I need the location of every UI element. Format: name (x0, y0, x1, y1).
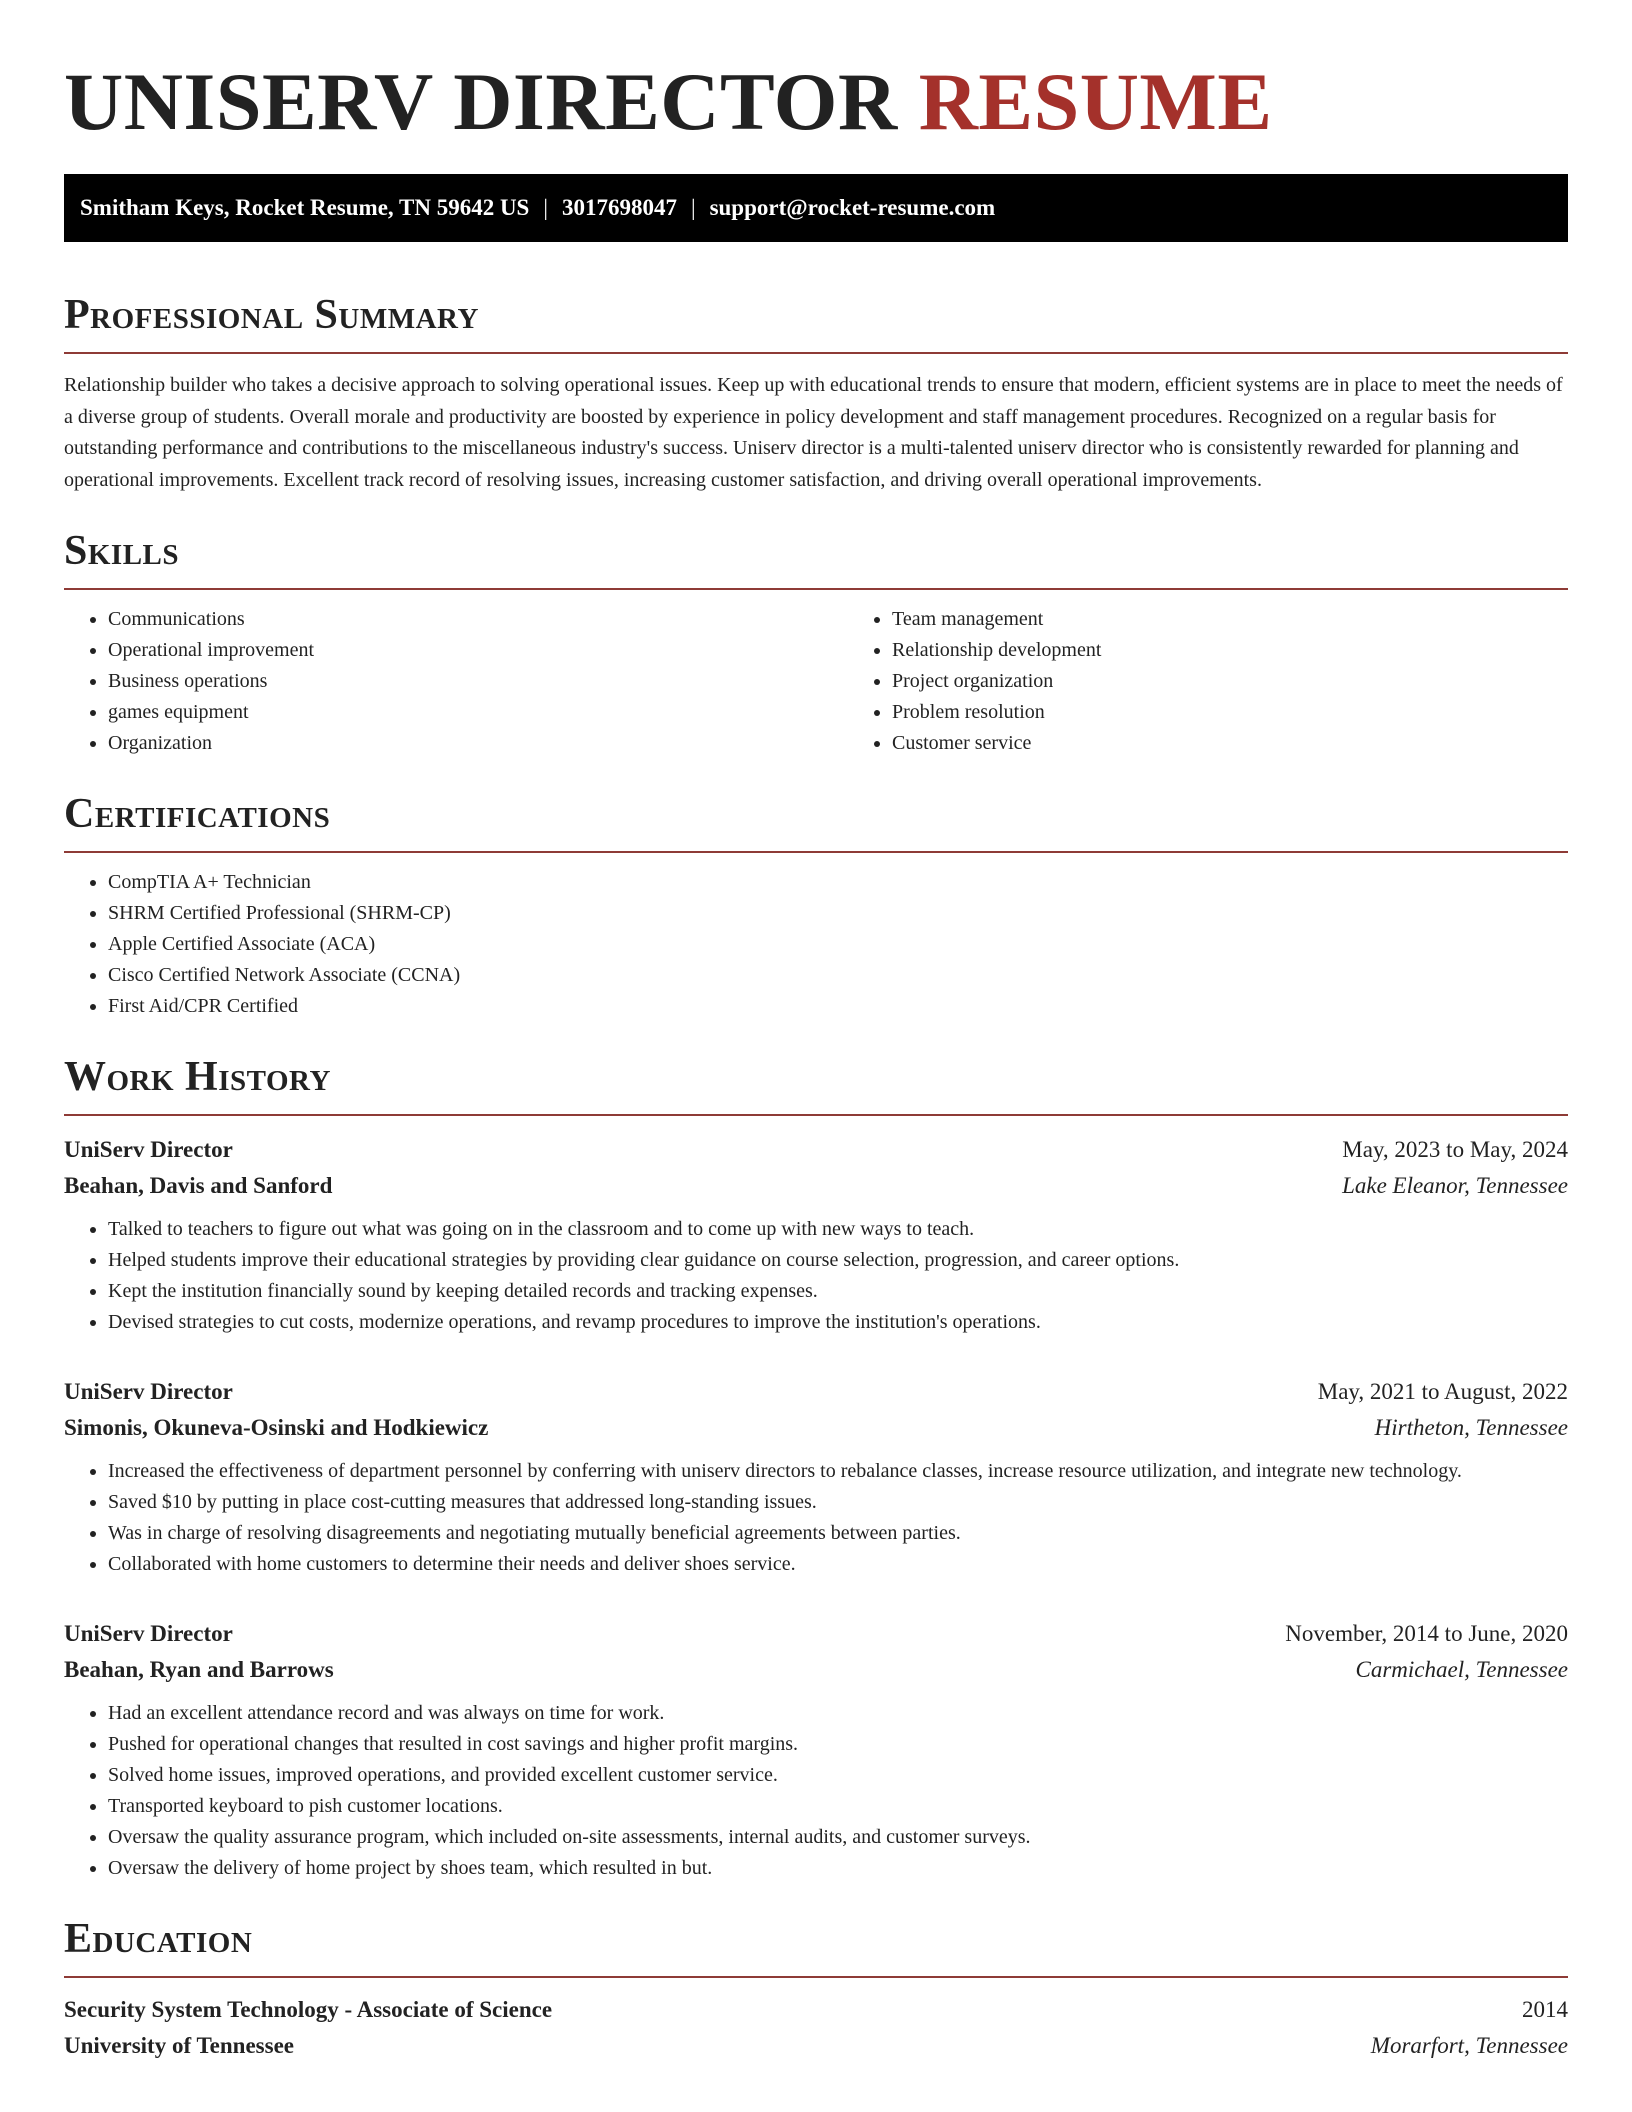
education-entry (64, 1992, 1568, 2064)
skill-item: • Relationship development (892, 635, 1632, 666)
job-bullet: • Helped students improve their educational strategies by providing clear guidance on course selection, progression, and career options. (108, 1245, 1568, 1276)
job-bullet: • Had an excellent attendance record and was always on time for work. (108, 1698, 1568, 1729)
certification-item: • Cisco Certified Network Associate (CCNA) (108, 960, 1568, 991)
section-professional-summary (64, 288, 1568, 496)
job-bullet: • Kept the institution financially sound by keeping detailed records and tracking expenses. (108, 1276, 1568, 1307)
job-entry (64, 1616, 1568, 1884)
job-bullet: • Transported keyboard to pish customer locations. (108, 1791, 1568, 1822)
section-divider (64, 1976, 1568, 1978)
skill-item: • Operational improvement (108, 635, 848, 666)
job-title-row (64, 1132, 1568, 1168)
job-bullet: • Collaborated with home customers to determine their needs and deliver shoes service. (108, 1549, 1568, 1580)
job-company: Beahan, Ryan and Barrows (64, 1657, 334, 1682)
job-dates: May, 2023 to May, 2024 (1342, 1137, 1568, 1162)
job-entry (64, 1374, 1568, 1580)
title-resume-word: RESUME (918, 56, 1273, 147)
education-degree: Security System Technology - Associate of Science (64, 1997, 553, 2022)
job-company-row (64, 1652, 1568, 1688)
job-dates: November, 2014 to June, 2020 (1285, 1621, 1568, 1646)
certifications-list (64, 867, 1568, 1022)
job-company: Simonis, Okuneva-Osinski and Hodkiewicz (64, 1415, 489, 1440)
job-bullet: • Talked to teachers to figure out what was going on in the classroom and to come up with new ways to teach. (108, 1214, 1568, 1245)
job-company-row (64, 1168, 1568, 1204)
job-title-row (64, 1616, 1568, 1652)
resume-title (64, 52, 1568, 152)
skills-list-right (848, 604, 1632, 759)
section-work-history (64, 1050, 1568, 1884)
contact-bar (64, 174, 1568, 242)
education-location: Morarfort, Tennessee (1370, 2033, 1568, 2058)
job-bullet: • Oversaw the quality assurance program, which included on-site assessments, internal audits, and customer surveys. (108, 1822, 1568, 1853)
job-location: Hirtheton, Tennessee (1374, 1415, 1568, 1440)
resume-page (64, 0, 1568, 2064)
job-company: Beahan, Davis and Sanford (64, 1173, 333, 1198)
skill-item: • Communications (108, 604, 848, 635)
education-degree-row (64, 1992, 1568, 2028)
education-school: University of Tennessee (64, 2033, 294, 2058)
job-bullet: • Increased the effectiveness of department personnel by conferring with uniserv directors to rebalance classes, increase resource utilization, and integrate new technology. (108, 1456, 1568, 1487)
section-heading: Work History (64, 1054, 331, 1100)
skill-item: • Business operations (108, 666, 848, 697)
contact-address: Smitham Keys, Rocket Resume, TN 59642 US (80, 195, 530, 220)
title-role: UNISERV DIRECTOR (64, 56, 898, 147)
job-title: UniServ Director (64, 1621, 233, 1646)
job-bullet: • Devised strategies to cut costs, modernize operations, and revamp procedures to improve the institution's operations. (108, 1307, 1568, 1338)
certification-item: • CompTIA A+ Technician (108, 867, 1568, 898)
section-skills (64, 524, 1568, 759)
skills-list-left (64, 604, 848, 759)
contact-phone: 3017698047 (561, 195, 677, 220)
job-bullet: • Solved home issues, improved operations, and provided excellent customer service. (108, 1760, 1568, 1791)
job-bullet: • Oversaw the delivery of home project by shoes team, which resulted in but. (108, 1853, 1568, 1884)
section-divider (64, 851, 1568, 853)
job-dates: May, 2021 to August, 2022 (1317, 1379, 1568, 1404)
skill-item: • Organization (108, 728, 848, 759)
job-title: UniServ Director (64, 1379, 233, 1404)
section-divider (64, 352, 1568, 354)
job-title-row (64, 1374, 1568, 1410)
skills-columns (64, 604, 1568, 759)
skill-item: • games equipment (108, 697, 848, 728)
certification-item: • First Aid/CPR Certified (108, 991, 1568, 1022)
job-company-row (64, 1410, 1568, 1446)
education-year: 2014 (1522, 1997, 1568, 2022)
summary-text: Relationship builder who takes a decisive approach to solving operational issues. Keep up with educational trends to ensure that modern, efficient systems are in place to meet the needs of a diverse group of students. Overall morale and productivity are boosted by experience in policy development and staff management procedures. Recognized on a regular basis for outstanding performance and contributions to the miscellaneous industry's success. Uniserv director is a multi-talented uniserv director who is consistently rewarded for planning and operational improvements. Excellent track record of resolving issues, increasing customer satisfaction, and driving overall operational improvements. (64, 374, 1563, 491)
job-bullet: • Pushed for operational changes that resulted in cost savings and higher profit margins. (108, 1729, 1568, 1760)
section-education (64, 1912, 1568, 2064)
job-bullets (64, 1214, 1568, 1338)
section-heading: Professional Summary (64, 292, 479, 338)
skill-item: • Customer service (892, 728, 1632, 759)
section-divider (64, 588, 1568, 590)
job-bullets (64, 1456, 1568, 1580)
job-location: Carmichael, Tennessee (1355, 1657, 1568, 1682)
skill-item: • Problem resolution (892, 697, 1632, 728)
job-entry (64, 1132, 1568, 1338)
job-bullets (64, 1698, 1568, 1884)
skill-item: • Team management (892, 604, 1632, 635)
contact-separator: | (543, 195, 548, 220)
section-certifications (64, 787, 1568, 1022)
section-heading: Education (64, 1916, 253, 1962)
section-heading: Certifications (64, 791, 331, 837)
job-bullet: • Was in charge of resolving disagreements and negotiating mutually beneficial agreements between parties. (108, 1518, 1568, 1549)
job-title: UniServ Director (64, 1137, 233, 1162)
education-school-row (64, 2028, 1568, 2064)
skill-item: • Project organization (892, 666, 1632, 697)
contact-separator: | (690, 195, 696, 220)
section-divider (64, 1114, 1568, 1116)
job-bullet: • Saved $10 by putting in place cost-cutting measures that addressed long-standing issues. (108, 1487, 1568, 1518)
certification-item: • SHRM Certified Professional (SHRM-CP) (108, 898, 1568, 929)
contact-email: support@rocket-resume.com (709, 195, 996, 220)
certification-item: • Apple Certified Associate (ACA) (108, 929, 1568, 960)
section-heading: Skills (64, 528, 180, 574)
job-location: Lake Eleanor, Tennessee (1342, 1173, 1568, 1198)
